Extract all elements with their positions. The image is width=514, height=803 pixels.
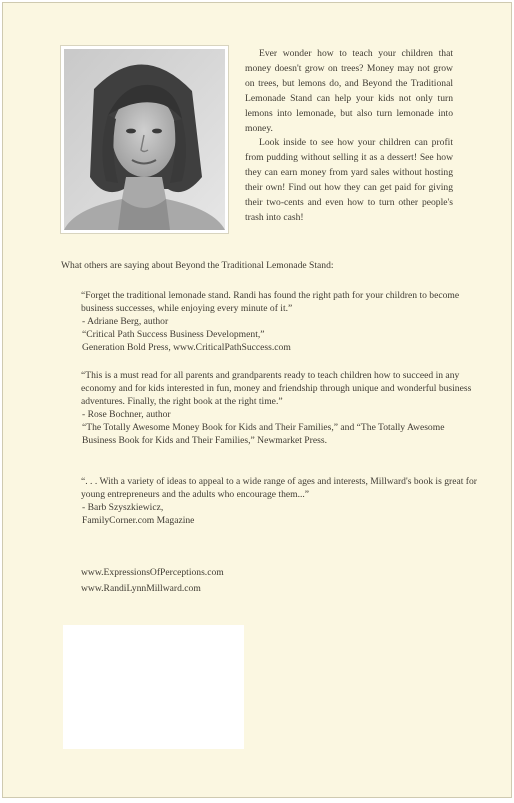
website-link-author[interactable]: www.RandiLynnMillward.com — [81, 583, 201, 594]
review-attribution-line: Generation Bold Press, www.CriticalPathSuccess.com — [82, 342, 291, 354]
review-quote: “This is a must read for all parents and grandparents ready to teach children how to succeed in any economy and for kids interested in fun, money and friendship through unique and wonderful business adventures. Finally, the right book at the right time.” — [81, 370, 472, 408]
barcode-area — [63, 625, 244, 749]
reviews-heading: What others are saying about Beyond the Traditional Lemonade Stand: — [61, 260, 334, 271]
description-paragraph: Ever wonder how to teach your children that money doesn't grow on trees? Money may not grow on trees, but lemons do, and Beyond the Traditional Lemonade Stand can help your kids not only turn lemons into lemonade, but also turn lemonade into money. — [245, 48, 453, 134]
review-attribution-line: - Rose Bochner, author — [82, 409, 171, 421]
review-attribution-line: “The Totally Awesome Money Book for Kids and Their Families,” and “The Totally Awesome Business Book for Kids and Their Families,” Newmarket Press. — [82, 422, 445, 447]
website-link-expressions[interactable]: www.ExpressionsOfPerceptions.com — [81, 567, 224, 578]
description-paragraph: Look inside to see how your children can profit from pudding without selling it as a dessert! See how they can earn money from yard sales without hosting their own! Find out how they can get paid for giving their two-cents and even how to turn other people's trash into cash! — [245, 137, 453, 223]
review-2 — [81, 369, 479, 448]
website-links — [81, 565, 381, 597]
review-quote: “. . . With a variety of ideas to appeal to a wide range of ages and interests, Millward's book is great for young entrepreneurs and the adults who encourage them...” — [81, 476, 477, 501]
review-3 — [81, 475, 479, 527]
back-cover — [3, 3, 511, 797]
review-1 — [81, 289, 479, 354]
review-attribution-line: - Adriane Berg, author — [82, 316, 169, 328]
book-description — [245, 47, 453, 226]
author-photo — [64, 49, 225, 230]
review-attribution-line: FamilyCorner.com Magazine — [82, 515, 195, 527]
author-portrait-image — [64, 49, 225, 230]
author-photo-frame — [61, 46, 228, 233]
review-attribution-line: “Critical Path Success Business Development,” — [82, 329, 265, 341]
review-attribution-line: - Barb Szyszkiewicz, — [82, 502, 164, 514]
review-quote: “Forget the traditional lemonade stand. Randi has found the right path for your children to become business successes, while enjoying every minute of it.” — [81, 290, 460, 315]
